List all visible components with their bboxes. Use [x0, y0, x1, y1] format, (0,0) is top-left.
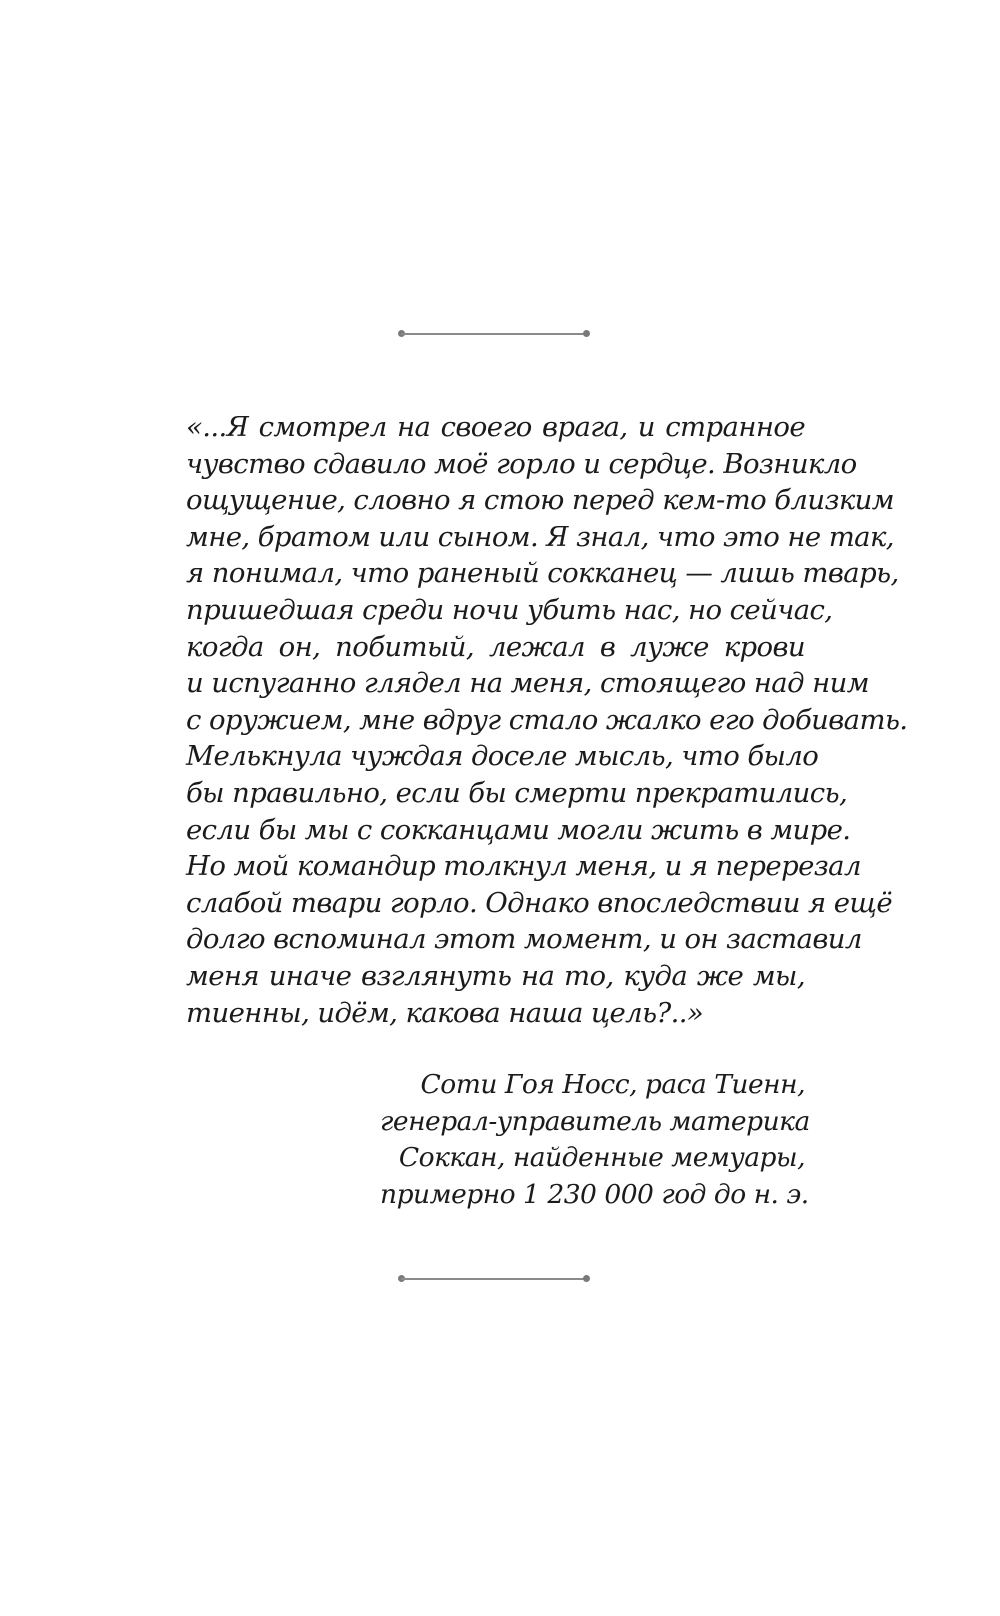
divider-line — [401, 1278, 587, 1280]
attribution-line: Соккан, найденные мемуары, — [398, 1142, 805, 1173]
epigraph-line: когда он, побитый, лежал в луже крови — [186, 630, 805, 663]
epigraph-line: и испуганно глядел на меня, стоящего над ним — [186, 667, 869, 700]
epigraph-line: Мелькнула чуждая доселе мысль, что было — [186, 740, 819, 773]
epigraph-line: долго вспоминал этот момент, и он заставил — [186, 923, 862, 956]
epigraph-attribution — [380, 1067, 810, 1213]
epigraph-line: чувство сдавило моё горло и сердце. Возникло — [186, 447, 857, 480]
divider-dot — [583, 1275, 590, 1282]
top-ornament-divider — [398, 329, 590, 339]
epigraph-line: я понимал, что раненый сокканец — лишь тварь, — [186, 557, 899, 590]
epigraph-line: тиенны, идём, какова наша цель?..» — [186, 996, 704, 1029]
epigraph-line: пришедшая среди ночи убить нас, но сейчас, — [186, 593, 833, 626]
divider-dot — [583, 330, 590, 337]
epigraph-line: мне, братом или сыном. Я знал, что это не так, — [186, 520, 894, 553]
epigraph-line: Но мой командир толкнул меня, и я перерезал — [186, 850, 861, 883]
epigraph-line: «...Я смотрел на своего врага, и странное — [186, 411, 805, 443]
epigraph-line: слабой твари горло. Однако впоследствии я ещё — [186, 886, 893, 919]
attribution-line: примерно 1 230 000 год до н. э. — [380, 1178, 809, 1210]
epigraph-line: меня иначе взглянуть на то, куда же мы, — [186, 959, 805, 992]
epigraph-quote — [186, 409, 908, 1031]
epigraph-line: если бы мы с сокканцами могли жить в мире. — [186, 813, 851, 846]
bottom-ornament-divider — [398, 1274, 590, 1284]
divider-line — [401, 333, 587, 335]
attribution-line: генерал-управитель материка — [380, 1105, 810, 1137]
epigraph-line: бы правильно, если бы смерти прекратились, — [186, 776, 848, 809]
epigraph-line: ощущение, словно я стою перед кем-то близким — [186, 484, 894, 517]
attribution-line: Соти Гоя Носс, раса Тиенн, — [420, 1069, 805, 1100]
epigraph-line: с оружием, мне вдруг стало жалко его добивать. — [186, 703, 908, 736]
